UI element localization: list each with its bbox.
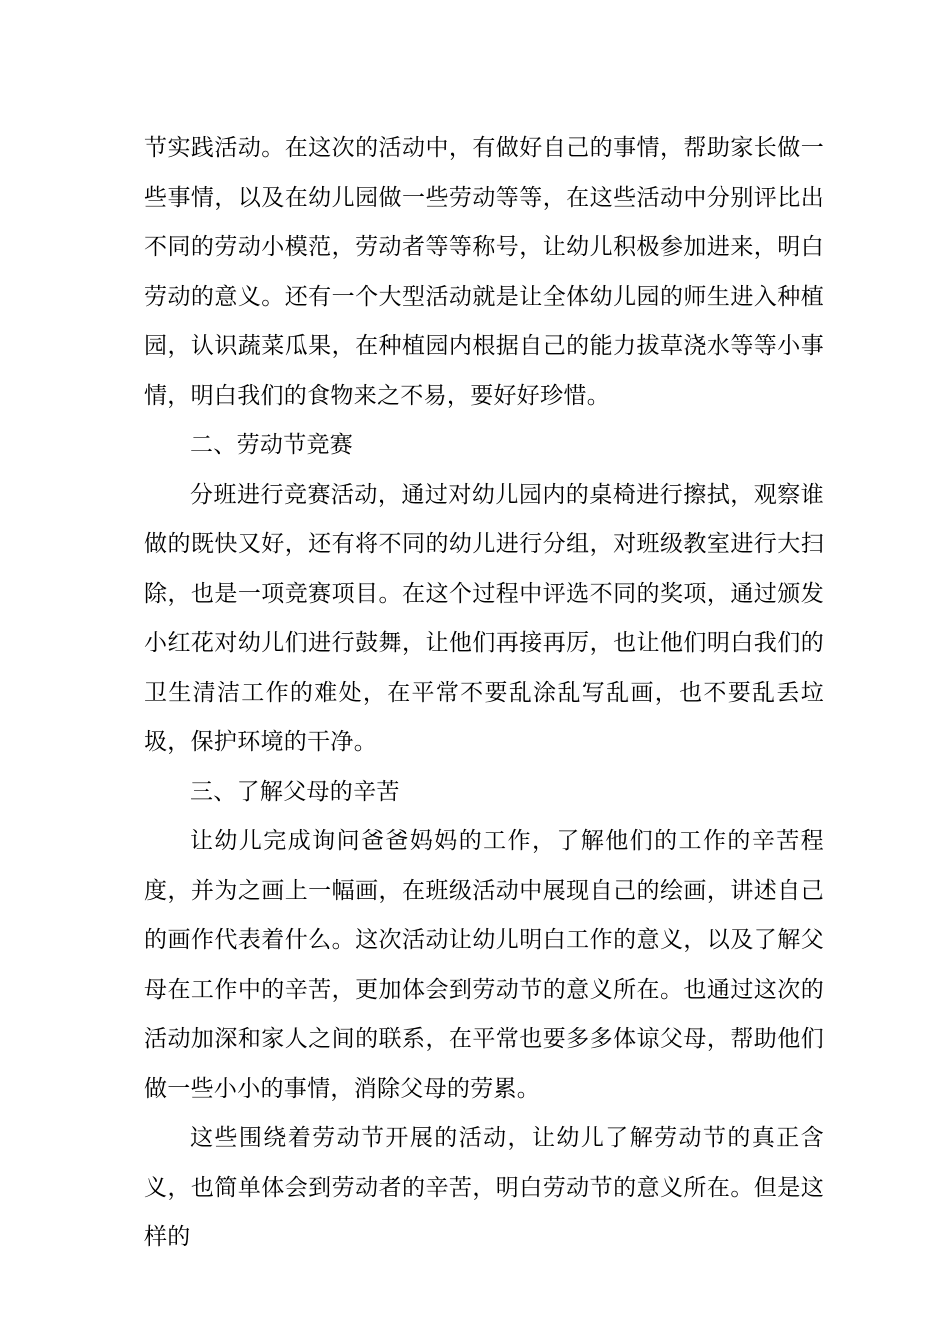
document-body [144,124,824,1263]
paragraph-1: 节实践活动。在这次的活动中，有做好自己的事情，帮助家长做一些事情，以及在幼儿园做一些劳动等等，在这些活动中分别评比出不同的劳动小模范，劳动者等等称号，让幼儿积极参加进来，明白劳动的意义。还有一个大型活动就是让全体幼儿园的师生进入种植园，认识蔬菜瓜果，在种植园内根据自己的能力拔草浇水等等小事情，明白我们的食物来之不易，要好好珍惜。 [144,135,824,409]
paragraph-3: 让幼儿完成询问爸爸妈妈的工作，了解他们的工作的辛苦程度，并为之画上一幅画，在班级活动中展现自己的绘画，讲述自己的画作代表着什么。这次活动让幼儿明白工作的意义，以及了解父母在工作中的辛苦，更加体会到劳动节的意义所在。也通过这次的活动加深和家人之间的联系，在平常也要多多体谅父母，帮助他们做一些小小的事情，消除父母的劳累。 [144,828,824,1102]
paragraph-4: 这些围绕着劳动节开展的活动，让幼儿了解劳动节的真正含义，也简单体会到劳动者的辛苦，明白劳动节的意义所在。但是这样的 [144,1125,824,1250]
paragraph-2: 分班进行竞赛活动，通过对幼儿园内的桌椅进行擦拭，观察谁做的既快又好，还有将不同的幼儿进行分组，对班级教室进行大扫除，也是一项竞赛项目。在这个过程中评选不同的奖项，通过颁发小红花对幼儿们进行鼓舞，让他们再接再厉，也让他们明白我们的卫生清洁工作的难处，在平常不要乱涂乱写乱画，也不要乱丢垃圾，保护环境的干净。 [144,481,824,755]
section-heading-3: 三、了解父母的辛苦 [190,778,400,805]
section-heading-2: 二、劳动节竞赛 [190,432,354,458]
